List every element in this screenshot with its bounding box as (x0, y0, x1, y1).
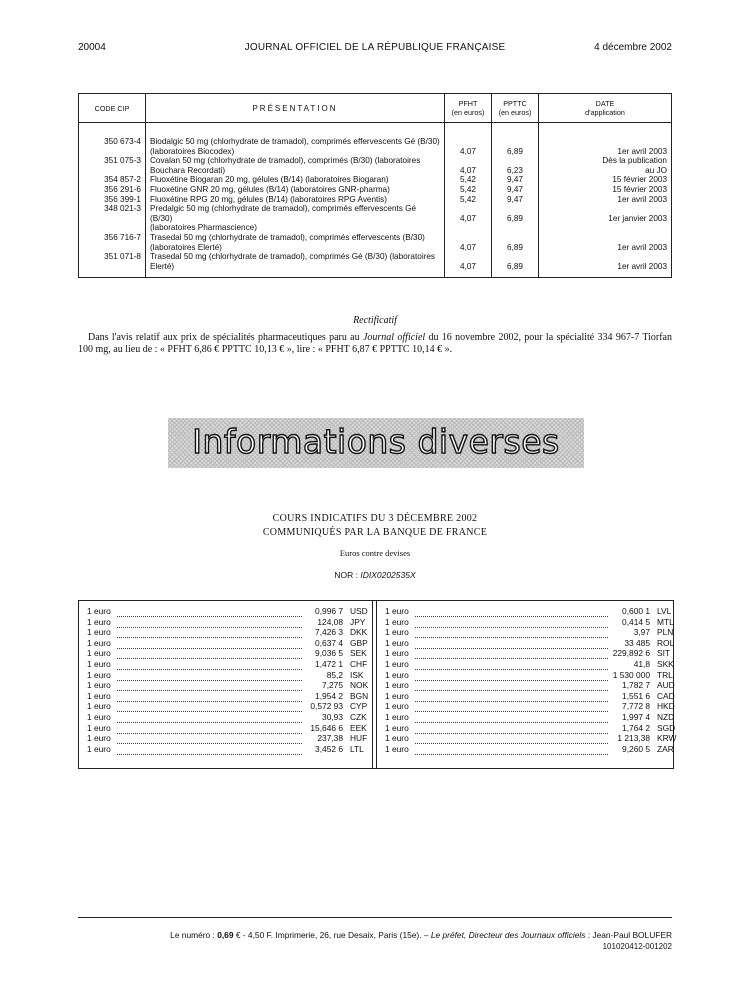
dot-leader (117, 712, 302, 723)
rate-row (385, 743, 674, 755)
currency-code: HUF (350, 733, 368, 744)
dot-leader (117, 648, 302, 659)
pfht-value: 5,42 (445, 175, 492, 185)
rate-value: 7,275 (322, 680, 343, 691)
rate-label: 1 euro (385, 701, 409, 712)
dot-leader (117, 670, 302, 681)
dot-leader (415, 712, 608, 723)
presentation-text: Predalgic 50 mg (chlorhydrate de tramadol), comprimés effervescents Gé (B/30) (laboratoires Pharmascience) (146, 204, 445, 233)
col-header-pttc: PPTTC (en euros) (492, 94, 539, 123)
rate-row (87, 648, 367, 659)
application-date: 1er avril 2003 (539, 233, 672, 252)
rate-row (87, 606, 367, 617)
cip-code: 351 075-3 (79, 156, 146, 175)
pfht-value: 4,07 (445, 252, 492, 278)
exchange-rates-box (78, 600, 677, 769)
currency-code: HKD (657, 701, 675, 712)
cip-code: 354 857-2 (79, 175, 146, 185)
table-row (79, 195, 672, 205)
rate-label: 1 euro (385, 616, 409, 627)
rate-row (87, 744, 367, 755)
col-header-date: DATE d'application (539, 94, 672, 123)
pttc-value: 6,89 (492, 204, 539, 233)
currency-code: LTL (350, 743, 364, 754)
currency-code: NZD (657, 711, 675, 722)
presentation-text: Fluoxétine RPG 20 mg, gélules (B/14) (laboratoires RPG Aventis) (146, 195, 445, 205)
dot-leader (117, 659, 302, 670)
presentation-text: Fluoxétine GNR 20 mg, gélules (B/14) (laboratoires GNR-pharma) (146, 185, 445, 195)
page-number: 20004 (78, 42, 106, 53)
pttc-value: 6,89 (492, 233, 539, 252)
currency-code: AUD (657, 680, 675, 691)
rates-title-line2: COMMUNIQUÉS PAR LA BANQUE DE FRANCE (262, 527, 488, 538)
rate-label: 1 euro (385, 733, 409, 744)
dot-leader (415, 638, 608, 649)
presentation-text: Covalan 50 mg (chlorhydrate de tramadol), comprimés (B/30) (laboratoires Bouchara Recordati) (146, 156, 445, 175)
pttc-value: 9,47 (492, 185, 539, 195)
presentation-text: Trasedal 50 mg (chlorhydrate de tramadol), comprimés effervescents (B/30) (laboratoires Elerté) (146, 233, 445, 252)
dot-leader (415, 670, 608, 681)
dot-leader (415, 606, 608, 617)
rates-subtitle: Euros contre devises (339, 548, 411, 558)
rectificatif-body: Dans l'avis relatif aux prix de spécialités pharmaceutiques paru au Journal officiel du 16 novembre 2002, pour la spécialité 334 967-7 Tiorfan 100 mg, au lieu de : « PFHT 6,86 € PPTTC 10,13 € », lire : « PFHT 6,87 € PPTTC 10,14 € ». (78, 332, 672, 355)
rate-row (385, 733, 677, 744)
table-row (79, 252, 672, 278)
rate-value: 124,08 (317, 616, 343, 627)
section-title: Informations diverses (192, 422, 560, 461)
issue-date: 4 décembre 2002 (594, 42, 672, 53)
currency-code: TRL (657, 669, 673, 680)
rate-value: 1,954 2 (315, 690, 343, 701)
pfht-value: 4,07 (445, 204, 492, 233)
cip-code: 356 291-6 (79, 185, 146, 195)
rate-label: 1 euro (87, 669, 111, 680)
pttc-value: 6,23 (492, 156, 539, 175)
dot-leader (117, 744, 302, 755)
rate-value: 33 485 (624, 637, 650, 648)
rate-row (87, 659, 367, 670)
rate-label: 1 euro (385, 722, 409, 733)
rate-label: 1 euro (87, 680, 111, 691)
rate-row (87, 670, 367, 681)
footer-imprint: Le numéro : 0,69 € - 4,50 F. Imprimerie, 26, rue Desaix, Paris (15e). – Le préfet, Directeur des Journaux officiels : Jean-Paul BOLUFER (170, 930, 672, 940)
rate-label: 1 euro (87, 658, 111, 669)
table-row (79, 175, 672, 185)
table-row (79, 185, 672, 195)
rate-row (385, 627, 674, 638)
rate-label: 1 euro (385, 680, 409, 691)
medication-price-table (78, 93, 672, 278)
dot-leader (415, 648, 608, 659)
rate-row (385, 680, 675, 691)
dot-leader (415, 617, 608, 628)
application-date: 1er avril 2003 (539, 252, 672, 278)
rate-label: 1 euro (87, 733, 111, 744)
column-divider (372, 601, 377, 768)
rate-value: 0,637 4 (315, 637, 343, 648)
rate-row (385, 722, 676, 734)
currency-code: SEK (350, 648, 367, 659)
dot-leader (415, 701, 608, 712)
nor-reference: NOR : IDIX0202535X (334, 570, 416, 580)
currency-code: SGD (657, 722, 676, 733)
rate-label: 1 euro (87, 701, 111, 712)
dot-leader (117, 638, 302, 649)
rate-value: 1,472 1 (315, 658, 343, 669)
cip-code: 356 399-1 (79, 195, 146, 205)
rate-row (87, 617, 367, 628)
journal-title: JOURNAL OFFICIEL DE LA RÉPUBLIQUE FRANÇAISE (244, 42, 506, 53)
rate-value: 9,260 5 (622, 743, 650, 754)
page-footer (78, 930, 672, 952)
rate-row (87, 680, 367, 691)
dot-leader (415, 744, 608, 755)
rate-row (385, 711, 675, 723)
table-row (79, 156, 672, 175)
rate-row (385, 637, 675, 649)
pttc-value: 6,89 (492, 252, 539, 278)
currency-code: ISK (350, 669, 364, 680)
rate-label: 1 euro (385, 690, 409, 701)
rate-row (87, 701, 367, 712)
rate-value: 0,572 93 (310, 701, 343, 712)
rate-value: 7,772 8 (622, 701, 650, 712)
rate-row (385, 690, 675, 702)
pfht-value: 5,42 (445, 195, 492, 205)
rate-row (87, 712, 367, 723)
section-banner (168, 418, 584, 468)
currency-code: LVL (657, 606, 672, 616)
rate-row (87, 691, 367, 702)
application-date: 15 février 2003 (539, 175, 672, 185)
rate-value: 1,551 6 (622, 690, 650, 701)
rate-value: 0,414 5 (622, 616, 650, 627)
currency-code: USD (350, 606, 368, 616)
pttc-value: 9,47 (492, 195, 539, 205)
rate-row (87, 723, 367, 734)
application-date: 1er avril 2003 (539, 195, 672, 205)
rate-row (385, 606, 672, 617)
currency-code: MTL (657, 616, 674, 627)
rate-label: 1 euro (385, 711, 409, 722)
rate-row (87, 638, 367, 649)
application-date: Dès la publication au JO (539, 156, 672, 175)
application-date: 1er avril 2003 (539, 123, 672, 157)
dot-leader (117, 723, 302, 734)
cip-code: 350 673-4 (79, 123, 146, 157)
col-header-pfht: PFHT (en euros) (445, 94, 492, 123)
rate-row (385, 701, 675, 712)
dot-leader (415, 691, 608, 702)
rate-label: 1 euro (87, 616, 111, 627)
pfht-value: 4,07 (445, 233, 492, 252)
rate-value: 0,600 1 (622, 606, 650, 616)
dot-leader (415, 680, 608, 691)
currency-code: BGN (350, 690, 369, 701)
rate-row (385, 658, 674, 670)
footer-divider (78, 917, 672, 918)
rate-value: 1,997 4 (622, 711, 650, 722)
currency-code: ROL (657, 637, 675, 648)
dot-leader (415, 723, 608, 734)
rate-label: 1 euro (87, 722, 111, 733)
dot-leader (117, 606, 302, 617)
currency-code: DKK (350, 627, 368, 638)
dot-leader (117, 680, 302, 691)
pfht-value: 5,42 (445, 185, 492, 195)
dot-leader (117, 691, 302, 702)
rate-row (87, 733, 367, 744)
rate-label: 1 euro (87, 648, 111, 659)
rate-label: 1 euro (385, 627, 409, 638)
presentation-text: Biodalgic 50 mg (chlorhydrate de tramadol), comprimés effervescents Gé (B/30) (laboratoires Biocodex) (146, 123, 445, 157)
rate-value: 41,8 (633, 658, 650, 669)
col-header-presentation: PRÉSENTATION (146, 94, 445, 123)
pfht-value: 4,07 (445, 123, 492, 157)
rectificatif-title: Rectificatif (353, 315, 397, 326)
dot-leader (117, 617, 302, 628)
footer-code: 101020412-001202 (602, 942, 672, 951)
rate-row (385, 669, 673, 681)
rate-label: 1 euro (87, 711, 111, 722)
rate-label: 1 euro (385, 658, 409, 669)
pfht-value: 4,07 (445, 156, 492, 175)
dot-leader (415, 659, 608, 670)
table-row (79, 123, 672, 157)
dot-leader (415, 733, 608, 744)
application-date: 15 février 2003 (539, 185, 672, 195)
currency-code: PLN (657, 627, 674, 638)
rate-value: 229,892 6 (612, 648, 650, 659)
rates-column-left (87, 606, 367, 754)
rate-value: 9,036 5 (315, 648, 343, 659)
rate-label: 1 euro (385, 743, 409, 754)
dot-leader (117, 701, 302, 712)
rate-value: 15,646 6 (310, 722, 343, 733)
dot-leader (117, 627, 302, 638)
application-date: 1er janvier 2003 (539, 204, 672, 233)
rate-value: 1,764 2 (622, 722, 650, 733)
currency-code: JPY (350, 616, 366, 627)
rate-value: 0,996 7 (315, 606, 343, 616)
rate-value: 237,38 (317, 733, 343, 744)
rate-value: 1 530 000 (612, 669, 650, 680)
currency-code: SKK (657, 658, 674, 669)
currency-code: CHF (350, 658, 368, 669)
dot-leader (117, 733, 302, 744)
currency-code: KRW (657, 733, 677, 744)
rate-value: 1,782 7 (622, 680, 650, 691)
rate-label: 1 euro (385, 637, 409, 648)
table-row (79, 204, 672, 233)
currency-code: ZAR (657, 743, 674, 754)
presentation-text: Fluoxétine Biogaran 20 mg, gélules (B/14) (laboratoires Biogaran) (146, 175, 445, 185)
rate-row (87, 627, 367, 638)
table-row (79, 233, 672, 252)
rate-row (385, 616, 674, 628)
currency-code: CAD (657, 690, 675, 701)
pttc-value: 6,89 (492, 123, 539, 157)
rate-label: 1 euro (87, 743, 111, 754)
cip-code: 351 071-8 (79, 252, 146, 278)
rates-title-line1: COURS INDICATIFS DU 3 DÉCEMBRE 2002 (272, 513, 478, 524)
rate-value: 3,452 6 (315, 743, 343, 754)
rate-label: 1 euro (87, 606, 111, 616)
cip-code: 356 716-7 (79, 233, 146, 252)
currency-code: CYP (350, 701, 368, 712)
page-header (78, 42, 672, 56)
cip-code: 348 021-3 (79, 204, 146, 233)
rate-value: 3,97 (633, 627, 650, 638)
rate-row (385, 648, 669, 659)
rate-value: 30,93 (322, 711, 343, 722)
rate-value: 7,426 3 (315, 627, 343, 638)
currency-code: GBP (350, 637, 368, 648)
col-header-cip: CODE CIP (79, 94, 146, 123)
rate-value: 1 213,38 (617, 733, 650, 744)
currency-code: CZK (350, 711, 367, 722)
rate-label: 1 euro (87, 627, 111, 638)
rate-label: 1 euro (87, 690, 111, 701)
currency-code: NOK (350, 680, 369, 691)
rate-label: 1 euro (87, 637, 111, 648)
presentation-text: Trasedal 50 mg (chlorhydrate de tramadol), comprimés Gé (B/30) (laboratoires Elerté) (146, 252, 445, 278)
rate-label: 1 euro (385, 606, 409, 616)
dot-leader (415, 627, 608, 638)
currency-code: EEK (350, 722, 367, 733)
rate-label: 1 euro (385, 648, 409, 659)
rate-value: 85,2 (326, 669, 343, 680)
rates-column-right (385, 606, 677, 754)
currency-code: SIT (657, 648, 671, 659)
pttc-value: 9,47 (492, 175, 539, 185)
rate-label: 1 euro (385, 669, 409, 680)
